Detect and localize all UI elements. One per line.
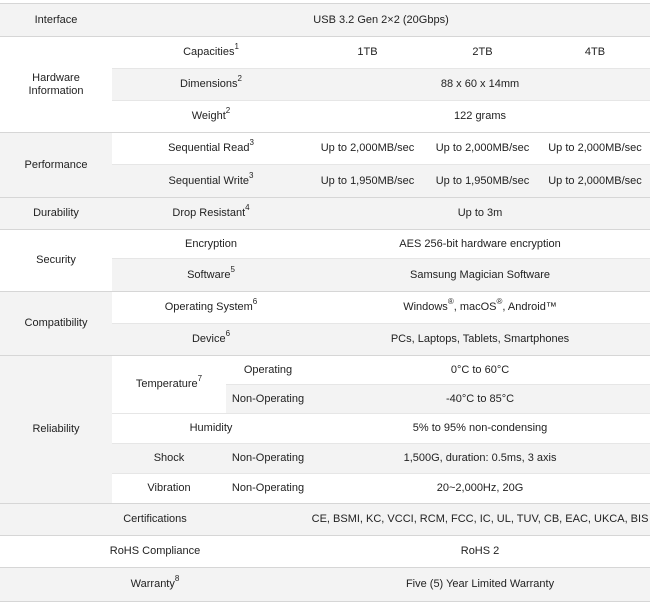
seq-write-1tb: Up to 1,950MB/sec xyxy=(310,165,425,198)
row-temp-operating xyxy=(0,356,650,385)
seq-read-2tb: Up to 2,000MB/sec xyxy=(425,133,540,165)
shock-label: Shock xyxy=(112,444,226,474)
capacity-2tb: 2TB xyxy=(425,37,540,69)
warranty-label: Warranty$^8$ xyxy=(0,568,310,602)
row-durability xyxy=(0,198,650,230)
row-capacities xyxy=(0,37,650,69)
software-label: Software$^5$ xyxy=(112,259,310,292)
dimensions-value: 88 x 60 x 14mm xyxy=(310,69,650,101)
capacity-1tb: 1TB xyxy=(310,37,425,69)
seq-write-label: Sequential Write$^3$ xyxy=(112,165,310,198)
category-hardware xyxy=(0,37,112,133)
spec-table xyxy=(0,3,650,602)
warranty-value: Five (5) Year Limited Warranty xyxy=(310,568,650,602)
category-reliability: Reliability xyxy=(0,356,112,504)
encryption-value: AES 256-bit hardware encryption xyxy=(310,230,650,259)
certifications-label: Certifications xyxy=(0,504,310,536)
category-performance: Performance xyxy=(0,133,112,198)
rohs-value: RoHS 2 xyxy=(310,536,650,568)
row-interface xyxy=(0,4,650,37)
os-label: Operating System$^6$ xyxy=(112,292,310,324)
weight-value: 122 grams xyxy=(310,101,650,133)
device-label: Device$^6$ xyxy=(112,324,310,356)
row-seq-read xyxy=(0,133,650,165)
vibration-label: Vibration xyxy=(112,474,226,504)
device-value: PCs, Laptops, Tablets, Smartphones xyxy=(310,324,650,356)
category-durability: Durability xyxy=(0,198,112,230)
certifications-value: CE, BSMI, KC, VCCI, RCM, FCC, IC, UL, TUV, CB, EAC, UKCA, BIS xyxy=(310,504,650,536)
software-value: Samsung Magician Software xyxy=(310,259,650,292)
rohs-label: RoHS Compliance xyxy=(0,536,310,568)
dimensions-label: Dimensions$^2$ xyxy=(112,69,310,101)
vibration-value: 20~2,000Hz, 20G xyxy=(310,474,650,504)
shock-value: 1,500G, duration: 0.5ms, 3 axis xyxy=(310,444,650,474)
capacity-4tb: 4TB xyxy=(540,37,650,69)
humidity-label: Humidity xyxy=(112,414,310,444)
seq-read-1tb: Up to 2,000MB/sec xyxy=(310,133,425,165)
drop-resistant-value: Up to 3m xyxy=(310,198,650,230)
capacities-label: Capacities$^1$ xyxy=(112,37,310,69)
encryption-label: Encryption xyxy=(112,230,310,259)
temperature-label: Temperature$^7$ xyxy=(112,356,226,414)
shock-sub-label: Non-Operating xyxy=(226,444,310,474)
category-hardware-label: Hardware Information xyxy=(28,71,84,97)
temp-non-operating-label: Non-Operating xyxy=(226,385,310,414)
row-warranty xyxy=(0,568,650,602)
drop-resistant-label: Drop Resistant$^4$ xyxy=(112,198,310,230)
row-os xyxy=(0,292,650,324)
row-certifications xyxy=(0,504,650,536)
os-value: Windows®, macOS®, Android™ xyxy=(310,292,650,324)
seq-write-2tb: Up to 1,950MB/sec xyxy=(425,165,540,198)
seq-read-label: Sequential Read$^3$ xyxy=(112,133,310,165)
seq-read-4tb: Up to 2,000MB/sec xyxy=(540,133,650,165)
seq-write-4tb: Up to 2,000MB/sec xyxy=(540,165,650,198)
weight-label: Weight$^2$ xyxy=(112,101,310,133)
row-rohs xyxy=(0,536,650,568)
interface-value: USB 3.2 Gen 2×2 (20Gbps) xyxy=(112,4,650,37)
temp-non-operating-value: -40°C to 85°C xyxy=(310,385,650,414)
vibration-sub-label: Non-Operating xyxy=(226,474,310,504)
category-compatibility: Compatibility xyxy=(0,292,112,356)
category-security: Security xyxy=(0,230,112,292)
temp-operating-value: 0°C to 60°C xyxy=(310,356,650,385)
humidity-value: 5% to 95% non-condensing xyxy=(310,414,650,444)
row-encryption xyxy=(0,230,650,259)
temp-operating-label: Operating xyxy=(226,356,310,385)
interface-label: Interface xyxy=(0,4,112,37)
